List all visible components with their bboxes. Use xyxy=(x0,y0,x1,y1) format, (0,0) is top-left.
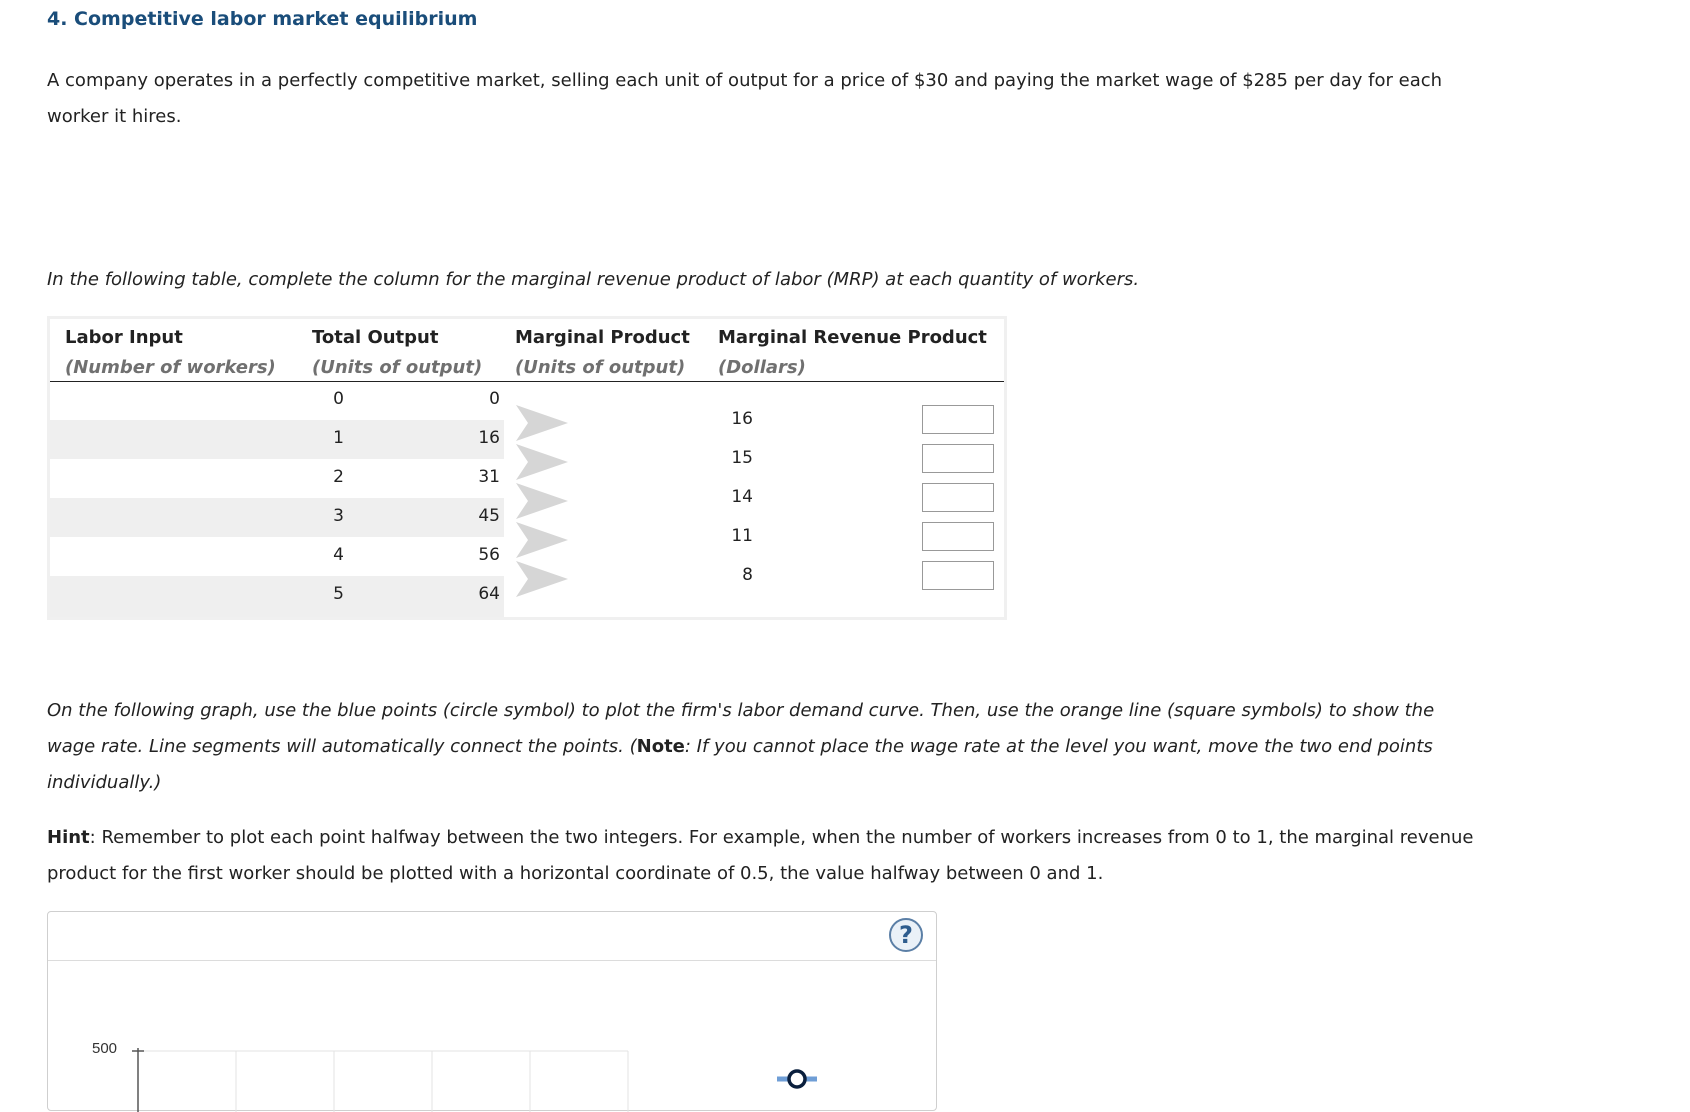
chevron-arrow-icon xyxy=(514,559,568,599)
page-title: 4. Competitive labor market equilibrium xyxy=(47,8,478,30)
note-label: Note xyxy=(636,736,685,757)
mrp-input[interactable] xyxy=(922,522,994,551)
grid xyxy=(138,1051,628,1112)
output-cell: 16 xyxy=(478,428,500,448)
table-header xyxy=(50,319,1004,382)
graph-instruction: On the following graph, use the blue points (circle symbol) to plot the firm's labor demand curve. Then, use the orange line (square symbols) to show the wage rate. Line segments will automatically connect the points. (Note: If you cannot place the wage rate at the level you want, move the two end points individually.) xyxy=(47,700,1435,793)
marginal-product-cell: 16 xyxy=(731,409,753,429)
labor-cell: 2 xyxy=(333,467,344,487)
chevron-arrow-icon xyxy=(514,403,568,443)
marginal-product-cell: 15 xyxy=(731,448,753,468)
table-row xyxy=(50,459,504,498)
header-mrp: Marginal Revenue Product (Dollars) xyxy=(718,327,987,378)
marginal-product-cell: 8 xyxy=(742,565,753,585)
chevron-arrow-icon xyxy=(514,520,568,560)
header-marginal-product: Marginal Product (Units of output) xyxy=(515,327,690,378)
chevron-arrow-icon xyxy=(514,442,568,482)
intro-paragraph: A company operates in a perfectly competitive market, selling each unit of output for a price of $30 and paying the market wage of $285 per day for each worker it hires. xyxy=(47,70,1443,127)
labor-cell: 5 xyxy=(333,584,344,604)
hint-label: Hint xyxy=(47,827,90,848)
table-row xyxy=(50,498,504,537)
table-row xyxy=(50,537,504,576)
chevron-arrow-icon xyxy=(514,481,568,521)
mrp-table xyxy=(47,316,1007,620)
mrp-input[interactable] xyxy=(922,483,994,512)
output-cell: 64 xyxy=(478,584,500,604)
labor-demand-point-tool[interactable] xyxy=(775,1067,819,1091)
labor-cell: 1 xyxy=(333,428,344,448)
y-axis-tick-label: 500 xyxy=(92,1040,118,1057)
output-cell: 45 xyxy=(478,506,500,526)
table-instruction: In the following table, complete the column for the marginal revenue product of labor (MRP) at each quantity of workers. xyxy=(47,269,1140,290)
mrp-input[interactable] xyxy=(922,405,994,434)
marginal-product-cell: 11 xyxy=(731,526,753,546)
hint-paragraph: Hint: Remember to plot each point halfway between the two integers. For example, when the number of workers increases from 0 to 1, the marginal revenue product for the first worker should be plotted with a horizontal coordinate of 0.5, the value halfway between 0 and 1. xyxy=(47,827,1474,884)
output-cell: 56 xyxy=(478,545,500,565)
labor-cell: 4 xyxy=(333,545,344,565)
table-row xyxy=(50,381,504,420)
labor-cell: 0 xyxy=(333,389,344,409)
mrp-input[interactable] xyxy=(922,444,994,473)
table-row xyxy=(50,576,504,617)
header-labor-input: Labor Input (Number of workers) xyxy=(65,327,276,378)
labor-cell: 3 xyxy=(333,506,344,526)
help-icon[interactable]: ? xyxy=(889,918,923,952)
marginal-product-cell: 14 xyxy=(731,487,753,507)
output-cell: 31 xyxy=(478,467,500,487)
mrp-input[interactable] xyxy=(922,561,994,590)
header-total-output: Total Output (Units of output) xyxy=(312,327,483,378)
table-row xyxy=(50,420,504,459)
output-cell: 0 xyxy=(489,389,500,409)
